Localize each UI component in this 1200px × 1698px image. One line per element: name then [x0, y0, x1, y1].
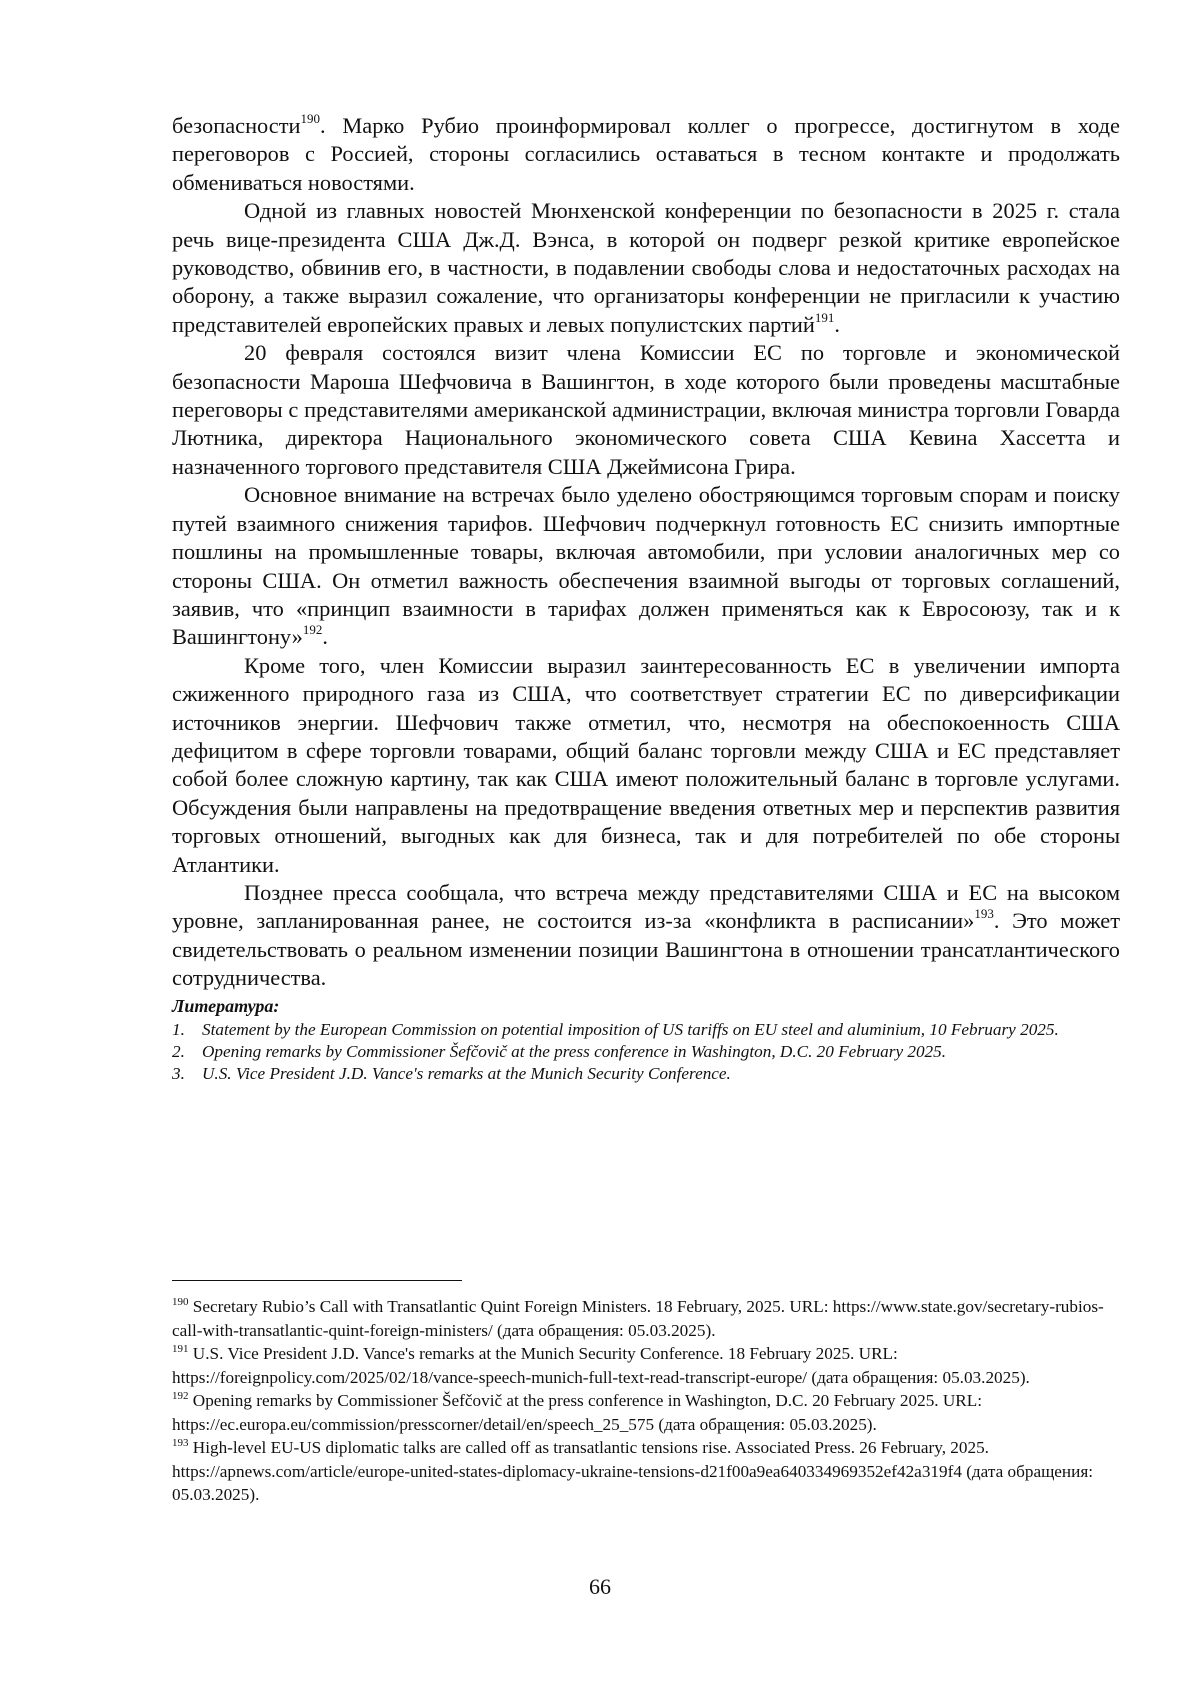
literature-item-text: Statement by the European Commission on potential imposition of US tariffs on EU steel and aluminium, 10 February 2025. [202, 1019, 1059, 1039]
paragraph-text: . [322, 624, 328, 650]
paragraph-1 [172, 112, 1120, 197]
literature-item [172, 1063, 1120, 1085]
page-number: 66 [589, 1574, 611, 1599]
footnote-number: 191 [172, 1343, 189, 1355]
literature-item [172, 1041, 1120, 1063]
paragraph-4 [172, 481, 1120, 651]
footnote-divider [172, 1280, 462, 1281]
footnote-190 [172, 1295, 1120, 1342]
footnote-ref-190[interactable]: 190 [300, 111, 321, 126]
paragraph-text: . [834, 311, 840, 337]
literature-list [172, 1019, 1120, 1085]
footnote-ref-191[interactable]: 191 [814, 309, 835, 325]
literature-item-text: U.S. Vice President J.D. Vance's remarks at the Munich Security Conference. [202, 1063, 731, 1083]
paragraph-text: безопасности [172, 113, 301, 138]
footnote-text: Opening remarks by Commissioner Šefčovič at the press conference in Washington, D.C. 20 February 2025. URL: https://ec.europa.eu/commission/presscorner/detail/en/speech_25_575 (дата обращения: 05.03.2025). [172, 1391, 983, 1434]
footnote-ref-193[interactable]: 193 [974, 906, 994, 922]
footnote-text: High-level EU-US diplomatic talks are called off as transatlantic tensions rise. Associated Press. 26 February, 2025. https://apnews.com/article/europe-united-states-diplomacy-ukraine-tensions-d21f00a9ea640334969352ef42a319f4 (дата обращения: 05.03.2025). [172, 1438, 1094, 1504]
footnotes-section [172, 1280, 1120, 1507]
literature-item-text: Opening remarks by Commissioner Šefčovič at the press conference in Washington, D.C. 20 February 2025. [202, 1041, 947, 1061]
paragraph-text: Позднее пресса сообщала, что встреча между представителями США и ЕС на высоком уровне, запланированная ранее, не состоится из-за «конфликта в расписании» [172, 879, 1120, 934]
page-body [172, 112, 1120, 1085]
footnote-number: 193 [172, 1437, 189, 1449]
literature-item-number: 3. [172, 1063, 185, 1083]
footnote-192 [172, 1389, 1120, 1436]
paragraph-5 [172, 652, 1120, 879]
paragraph-text: . Это может свидетельствовать о реальном изменении позиции Вашингтона в отношении трансатлантического сотрудничества. [172, 908, 1120, 991]
paragraph-2 [172, 197, 1120, 339]
paragraph-text: Одной из главных новостей Мюнхенской конференции по безопасности в 2025 г. стала речь вице-президента США Дж.Д. Вэнса, в которой он подверг резкой критике европейское руководство, обвинив его, в частности, в подавлении свободы слова и недостаточных расходах на оборону, а также выразил сожаление, что организаторы конференции не пригласили к участию представителей европейских правых и левых популистских партий [172, 198, 1120, 337]
paragraph-text: 20 февраля состоялся визит члена Комиссии ЕС по торговле и экономической безопасности Мароша Шефчовича в Вашингтон, в ходе которого были проведены масштабные переговоры с представителями американской администрации, включая министра торговли Говарда Лютника, директора Национального экономического совета США Кевина Хассетта и назначенного торгового представителя США Джеймисона Грира. [172, 340, 1120, 479]
footnote-191 [172, 1342, 1120, 1389]
paragraph-text: Кроме того, член Комиссии выразил заинтересованность ЕС в увеличении импорта сжиженного природного газа из США, что соответствует стратегии ЕС по диверсификации источников энергии. Шефчович также отметил, что, несмотря на обеспокоенность США дефицитом в сфере торговли товарами, общий баланс торговли между США и ЕС представляет собой более сложную картину, так как США имеют положительный баланс в торговле услугами. Обсуждения были направлены на предотвращение введения ответных мер и перспектив развития торговых отношений, выгодных как для бизнеса, так и для потребителей по обе стороны Атлантики. [172, 652, 1120, 877]
footnote-number: 192 [172, 1390, 189, 1402]
paragraph-text: Основное внимание на встречах было уделено обостряющимся торговым спорам и поиску путей взаимного снижения тарифов. Шефчович подчеркнул готовность ЕС снизить импортные пошлины на промышленные товары, включая автомобили, при условии аналогичных мер со стороны США. Он отметил важность обеспечения взаимной выгоды от торговых соглашений, заявив, что «принцип взаимности в тарифах должен применяться как к Евросоюзу, так и к Вашингтону» [172, 482, 1120, 650]
paragraph-text: . Марко Рубио проинформировал коллег о прогрессе, достигнутом в ходе переговоров с Россией, стороны согласились оставаться в тесном контакте и продолжать обмениваться новостями. [172, 113, 1120, 195]
literature-heading: Литература: [172, 995, 280, 1016]
footnote-text: Secretary Rubio’s Call with Transatlantic Quint Foreign Ministers. 18 February, 2025. URL: https://www.state.gov/secretary-rubios-call-with-transatlantic-quint-foreign-ministers/ (дата обращения: 05.03.2025). [172, 1297, 1104, 1340]
literature-item [172, 1019, 1120, 1041]
paragraph-3 [172, 339, 1120, 481]
paragraph-6 [172, 879, 1120, 993]
footnote-number: 190 [172, 1296, 189, 1308]
literature-item-number: 2. [172, 1041, 185, 1061]
footnote-193 [172, 1436, 1120, 1507]
literature-item-number: 1. [172, 1019, 185, 1039]
footnote-ref-192[interactable]: 192 [302, 622, 323, 638]
footnote-text: U.S. Vice President J.D. Vance's remarks at the Munich Security Conference. 18 February 2025. URL: https://foreignpolicy.com/2025/02/18/vance-speech-munich-full-text-read-transcript-europe/ (дата обращения: 05.03.2025). [172, 1344, 1030, 1387]
